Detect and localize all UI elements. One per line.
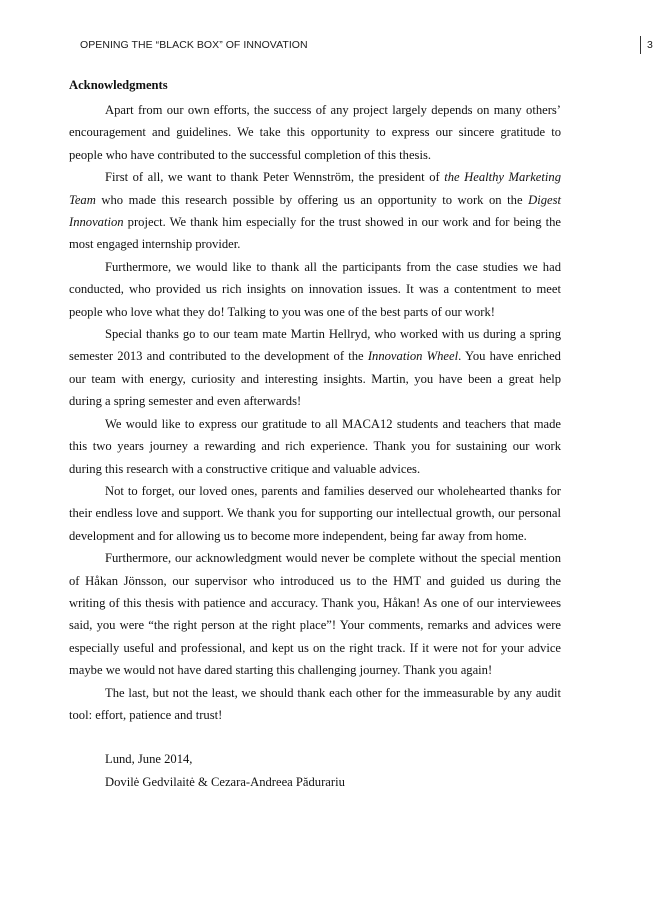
acknowledgments-section (69, 77, 561, 793)
paragraph (69, 480, 561, 547)
paragraph (69, 547, 561, 681)
italic-text: the Healthy Marketing Team (69, 170, 561, 207)
text-run: Special thanks go to our team mate Martin Hellryd, who worked with us during a spring semester 2013 and contributed to the development of the (69, 327, 561, 364)
italic-text: Digest Innovation (69, 192, 561, 230)
text-run: Apart from our own efforts, the success of any project largely depends on many others’ encouragement and guidelines. We take this opportunity to express our sincere gratitude to people who have contributed to the successful completion of this thesis. (69, 103, 561, 162)
text-run: The last, but not the least, we should thank each other for the immeasurable by any audit tool: effort, patience and trust! (69, 685, 561, 722)
page-number: 3 (647, 39, 653, 51)
paragraph (69, 682, 561, 727)
italic-text: Innovation Wheel (367, 349, 459, 364)
text-run: project. We thank him especially for the trust showed in our work and for being the most engaged internship provider. (69, 215, 561, 252)
signature-authors: Dovilė Gedvilaitė & Cezara-Andreea Pădurariu (105, 774, 345, 789)
text-run: First of all, we want to thank Peter Wennström, the president of (105, 170, 445, 185)
paragraph (69, 323, 561, 413)
header-title: OPENING THE “BLACK BOX” OF INNOVATION (80, 39, 308, 51)
text-run: who made this research possible by offering us an opportunity to work on the (95, 192, 529, 207)
section-heading: Acknowledgments (69, 78, 168, 92)
paragraph (69, 413, 561, 480)
text-run: Not to forget, our loved ones, parents and families deserved our wholehearted thanks for their endless love and support. We thank you for supporting our intellectual growth, our personal development and for allowing us to become more independent, being far away from home. (69, 483, 561, 543)
text-run: . You have enriched our team with energy, curiosity and interesting insights. Martin, you have been a great help during a spring semester and even afterwards! (69, 349, 561, 409)
header-divider (640, 36, 641, 54)
text-run: Furthermore, we would like to thank all the participants from the case studies we had conducted, who provided us rich insights on innovation issues. It was a contentment to meet people who love what they do! Talking to you was one of the best parts of our work! (69, 259, 561, 319)
text-run: We would like to express our gratitude to all MACA12 students and teachers that made this two years journey a rewarding and rich experience. Thank you for sustaining our work during this research with a constructive critique and valuable advices. (69, 416, 561, 476)
paragraph (69, 256, 561, 323)
paragraph (69, 99, 561, 166)
paragraph (69, 166, 561, 256)
body-text (69, 99, 561, 726)
signature-place-date: Lund, June 2014, (105, 752, 193, 767)
text-run: Furthermore, our acknowledgment would never be complete without the special mention of Håkan Jönsson, our supervisor who introduced us to the HMT and guided us during the writing of this thesis with patience and accuracy. Thank you, Håkan! As one of our interviewees said, you were “the right person at the right place”! Your comments, remarks and advices were especially useful and professional, and kept us on the right track. If it were not for your advice maybe we would not have dared starting this challenging journey. Thank you again! (69, 551, 561, 678)
spacer (69, 726, 561, 748)
running-header (80, 39, 653, 55)
